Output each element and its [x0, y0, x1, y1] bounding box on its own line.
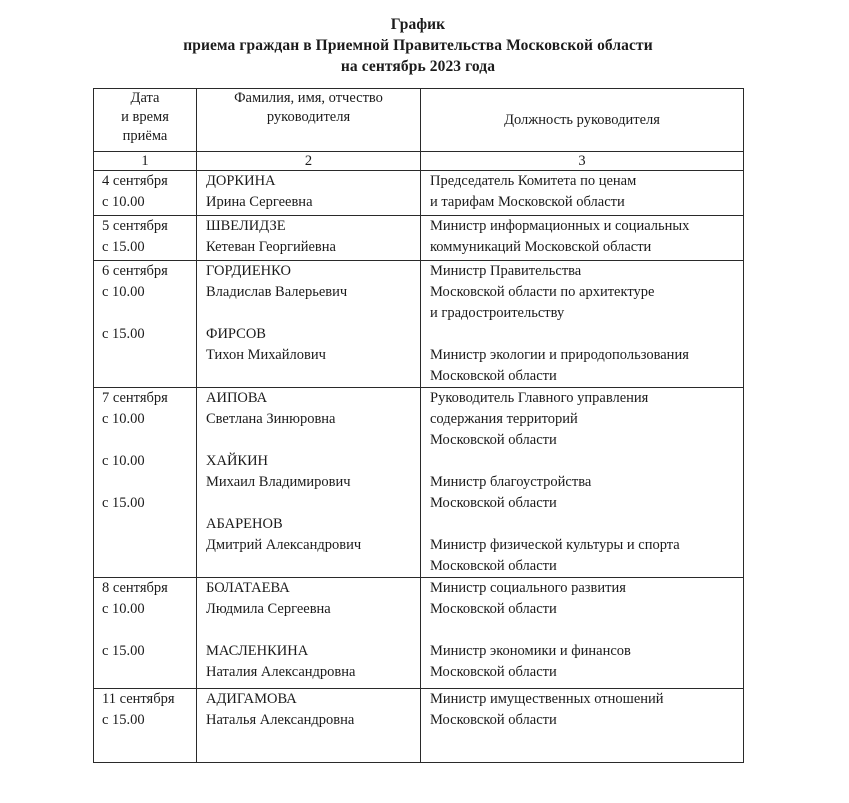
entry-official-name	[206, 451, 420, 493]
entry-official-name	[206, 388, 420, 430]
entry-official-name	[206, 578, 420, 620]
official-position-line: Московской области	[430, 368, 557, 384]
column-number-3: 3	[421, 152, 744, 171]
official-name-line: ГОРДИЕНКО	[206, 263, 291, 279]
official-name-line: МАСЛЕНКИНА	[206, 643, 309, 659]
official-name-line: ФИРСОВ	[206, 326, 266, 342]
official-name-line: Наталия Александровна	[206, 664, 356, 680]
entry-official-position	[430, 345, 743, 387]
official-name-line: ДОРКИНА	[206, 173, 276, 189]
official-position-line: Министр экономики и финансов	[430, 643, 631, 659]
cell-official-position	[421, 261, 744, 388]
cell-official-position	[421, 388, 744, 578]
cell-official-position	[421, 171, 744, 216]
official-position-line: Московской области	[430, 712, 557, 728]
title-line-2: приема граждан в Приемной Правительства Московской области	[183, 37, 653, 54]
date-time-line: с 15.00	[102, 239, 145, 255]
entry-official-position	[430, 689, 743, 731]
date-time-line: с 10.00	[102, 411, 145, 427]
official-name-line: Михаил Владимирович	[206, 474, 351, 490]
official-position-line: Председатель Комитета по ценам	[430, 173, 637, 189]
official-position-line: Московской области	[430, 664, 557, 680]
cell-date-time	[94, 216, 197, 261]
official-position-line: Московской области	[430, 495, 557, 511]
official-name-line: Владислав Валерьевич	[206, 284, 348, 300]
entry-date-time	[102, 171, 196, 213]
title-line-3: на сентябрь 2023 года	[340, 58, 496, 75]
official-name-line: ХАЙКИН	[206, 453, 269, 469]
date-time-line: с 10.00	[102, 453, 145, 469]
column-number-2: 2	[197, 152, 421, 171]
cell-official-position	[421, 689, 744, 763]
official-position-line: Руководитель Главного управления	[430, 390, 649, 406]
date-time-line: 7 сентября	[102, 390, 168, 406]
date-time-line: с 10.00	[102, 601, 145, 617]
date-time-line: с 10.00	[102, 194, 145, 210]
cell-official-name	[197, 171, 421, 216]
cell-date-time	[94, 578, 197, 689]
entry-date-time	[102, 641, 196, 662]
official-name-line: АБАРЕНОВ	[206, 516, 283, 532]
header-cell-date	[94, 89, 197, 152]
cell-official-name	[197, 689, 421, 763]
table-row	[94, 171, 744, 216]
table-row	[94, 388, 744, 578]
document-title-block	[93, 14, 743, 77]
entry-date-time	[102, 689, 196, 731]
official-position-line: содержания территорий	[430, 411, 578, 427]
entry-date-time	[102, 261, 196, 303]
cell-date-time	[94, 171, 197, 216]
date-time-line: 8 сентября	[102, 580, 168, 596]
official-name-line: АДИГАМОВА	[206, 691, 297, 707]
official-position-line: и градостроительству	[430, 305, 565, 321]
official-name-line: Дмитрий Александрович	[206, 537, 362, 553]
header-name-line-1: Фамилия, имя, отчество	[234, 90, 383, 106]
title-line-1: График	[390, 16, 446, 33]
entry-date-time	[102, 451, 196, 472]
header-date-line-2: и время	[121, 109, 169, 125]
date-time-line: 4 сентября	[102, 173, 168, 189]
cell-official-position	[421, 578, 744, 689]
official-position-line: Министр Правительства	[430, 263, 582, 279]
entry-official-position	[430, 388, 743, 451]
official-name-line: Наталья Александровна	[206, 712, 355, 728]
date-time-line: с 15.00	[102, 326, 145, 342]
cell-date-time	[94, 388, 197, 578]
entry-official-name	[206, 171, 420, 213]
official-position-line: Министр благоустройства	[430, 474, 592, 490]
entry-official-position	[430, 261, 743, 324]
official-name-line: Ирина Сергеевна	[206, 194, 313, 210]
official-name-line: Светлана Зинюровна	[206, 411, 336, 427]
header-row	[94, 89, 744, 152]
official-name-line: Кетеван Георгийевна	[206, 239, 336, 255]
official-name-line: АИПОВА	[206, 390, 268, 406]
entry-official-position	[430, 641, 743, 683]
official-name-line: Тихон Михайлович	[206, 347, 326, 363]
column-number-row	[94, 152, 744, 171]
date-time-line: с 15.00	[102, 495, 145, 511]
official-position-line: Московской области	[430, 601, 557, 617]
table-row	[94, 578, 744, 689]
entry-date-time	[102, 388, 196, 430]
entry-official-position	[430, 578, 743, 620]
entry-official-position	[430, 171, 743, 213]
official-position-line: Московской области по архитектуре	[430, 284, 655, 300]
column-number-1: 1	[94, 152, 197, 171]
header-name-line-2: руководителя	[266, 109, 351, 125]
official-position-line: Московской области	[430, 432, 557, 448]
entry-official-position	[430, 472, 743, 514]
official-name-line: Людмила Сергеевна	[206, 601, 331, 617]
official-name-line: БОЛАТАЕВА	[206, 580, 290, 596]
cell-official-name	[197, 261, 421, 388]
date-time-line: с 15.00	[102, 712, 145, 728]
official-position-line: Министр имущественных отношений	[430, 691, 664, 707]
entry-date-time	[102, 216, 196, 258]
date-time-line: с 15.00	[102, 643, 145, 659]
date-time-line: с 10.00	[102, 284, 145, 300]
entry-official-name	[206, 324, 420, 366]
table-header	[94, 89, 744, 171]
official-name-line: ШВЕЛИДЗЕ	[206, 218, 286, 234]
header-cell-name	[197, 89, 421, 152]
official-position-line: Министр экологии и природопользования	[430, 347, 689, 363]
entry-official-name	[206, 641, 420, 683]
entry-date-time	[102, 324, 196, 345]
date-time-line: 5 сентября	[102, 218, 168, 234]
reception-schedule-table	[93, 88, 744, 763]
entry-date-time	[102, 578, 196, 620]
table-row	[94, 216, 744, 261]
cell-official-name	[197, 216, 421, 261]
date-time-line: 11 сентября	[102, 691, 175, 707]
cell-official-position	[421, 216, 744, 261]
official-position-line: Министр социального развития	[430, 580, 626, 596]
header-date-line-1: Дата	[130, 90, 160, 106]
header-post-line-1: Должность руководителя	[504, 111, 660, 128]
table-row	[94, 689, 744, 763]
entry-official-position	[430, 216, 743, 258]
entry-official-name	[206, 514, 420, 556]
official-position-line: и тарифам Московской области	[430, 194, 625, 210]
header-date-line-3: приёма	[122, 128, 168, 144]
official-position-line: Министр физической культуры и спорта	[430, 537, 680, 553]
table-row	[94, 261, 744, 388]
cell-date-time	[94, 261, 197, 388]
date-time-line: 6 сентября	[102, 263, 168, 279]
table-body	[94, 171, 744, 763]
official-position-line: коммуникаций Московской области	[430, 239, 652, 255]
entry-official-name	[206, 216, 420, 258]
entry-official-name	[206, 261, 420, 303]
official-position-line: Московской области	[430, 558, 557, 574]
cell-date-time	[94, 689, 197, 763]
header-cell-post	[421, 89, 744, 152]
cell-official-name	[197, 578, 421, 689]
entry-date-time	[102, 493, 196, 514]
entry-official-position	[430, 535, 743, 577]
entry-official-name	[206, 689, 420, 731]
cell-official-name	[197, 388, 421, 578]
official-position-line: Министр информационных и социальных	[430, 218, 690, 234]
